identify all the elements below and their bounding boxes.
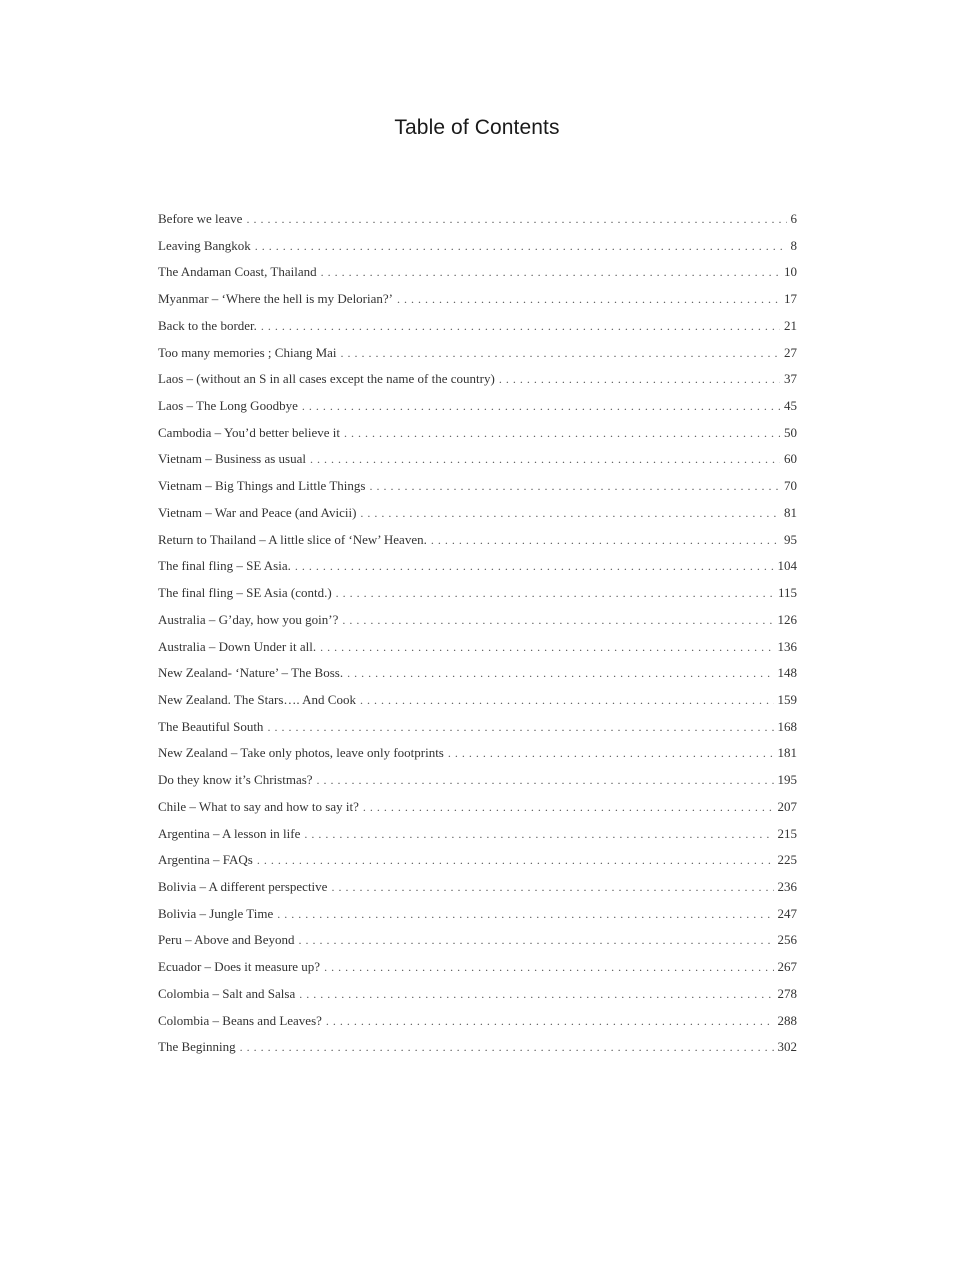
toc-dot-leader bbox=[277, 907, 773, 922]
toc-entry-page-number: 148 bbox=[777, 665, 797, 681]
toc-entry-page-number: 104 bbox=[777, 558, 797, 574]
toc-dot-leader bbox=[360, 693, 774, 708]
toc-entry-page-number: 81 bbox=[784, 504, 797, 520]
toc-dot-leader bbox=[347, 666, 773, 681]
toc-entry-title: The final fling – SE Asia. bbox=[158, 558, 291, 574]
toc-entry-title: Vietnam – War and Peace (and Avicii) bbox=[158, 504, 357, 520]
toc-entry[interactable] bbox=[158, 558, 797, 585]
toc-entry-page-number: 215 bbox=[777, 825, 797, 841]
toc-dot-leader bbox=[342, 613, 773, 628]
toc-dot-leader bbox=[360, 506, 780, 521]
toc-entry[interactable] bbox=[158, 532, 797, 559]
toc-entry-title: New Zealand – Take only photos, leave only footprints bbox=[158, 745, 444, 761]
toc-entry[interactable] bbox=[158, 211, 797, 238]
toc-entry-title: Colombia – Beans and Leaves? bbox=[158, 1012, 322, 1028]
toc-entry[interactable] bbox=[158, 665, 797, 692]
toc-dot-leader bbox=[448, 746, 774, 761]
toc-entry-title: Argentina – FAQs bbox=[158, 852, 253, 868]
toc-entry[interactable] bbox=[158, 318, 797, 345]
toc-entry-page-number: 267 bbox=[777, 959, 797, 975]
toc-entry-page-number: 278 bbox=[777, 985, 797, 1001]
toc-dot-leader bbox=[257, 853, 774, 868]
toc-entry-title: Argentina – A lesson in life bbox=[158, 825, 301, 841]
toc-entry-page-number: 225 bbox=[777, 852, 797, 868]
toc-entry-page-number: 45 bbox=[784, 398, 797, 414]
toc-entry-page-number: 302 bbox=[777, 1039, 797, 1055]
toc-entry-title: Ecuador – Does it measure up? bbox=[158, 959, 321, 975]
toc-entry-page-number: 115 bbox=[777, 585, 797, 601]
toc-entry-title: Bolivia – A different perspective bbox=[158, 878, 328, 894]
toc-entry-title: Laos – The Long Goodbye bbox=[158, 398, 298, 414]
toc-entry-page-number: 168 bbox=[777, 718, 797, 734]
toc-entry-title: Myanmar – ‘Where the hell is my Delorian?’ bbox=[158, 291, 393, 307]
toc-entry-page-number: 159 bbox=[777, 691, 797, 707]
toc-entry[interactable] bbox=[158, 1039, 797, 1066]
toc-entry-title: New Zealand- ‘Nature’ – The Boss. bbox=[158, 665, 344, 681]
toc-dot-leader bbox=[331, 880, 773, 895]
toc-entry-page-number: 27 bbox=[784, 344, 797, 360]
toc-entry[interactable] bbox=[158, 906, 797, 933]
toc-entry-title: Colombia – Salt and Salsa bbox=[158, 985, 296, 1001]
toc-dot-leader bbox=[295, 559, 774, 574]
toc-entry-page-number: 288 bbox=[777, 1012, 797, 1028]
toc-dot-leader bbox=[267, 720, 773, 735]
toc-entry-title: Vietnam – Business as usual bbox=[158, 451, 306, 467]
toc-dot-leader bbox=[299, 987, 773, 1002]
toc-entry-page-number: 8 bbox=[790, 237, 797, 253]
toc-entry[interactable] bbox=[158, 264, 797, 291]
toc-dot-leader bbox=[344, 426, 780, 441]
toc-entry[interactable] bbox=[158, 291, 797, 318]
toc-dot-leader bbox=[336, 586, 774, 601]
toc-dot-leader bbox=[298, 933, 773, 948]
toc-entry-page-number: 10 bbox=[784, 264, 797, 280]
toc-dot-leader bbox=[255, 239, 787, 254]
toc-dot-leader bbox=[240, 1040, 774, 1055]
toc-dot-leader bbox=[321, 265, 780, 280]
toc-dot-leader bbox=[369, 479, 780, 494]
toc-entry-page-number: 17 bbox=[784, 291, 797, 307]
toc-entry[interactable] bbox=[158, 585, 797, 612]
toc-entry-page-number: 181 bbox=[777, 745, 797, 761]
toc-entry[interactable] bbox=[158, 986, 797, 1013]
toc-entry[interactable] bbox=[158, 852, 797, 879]
toc-entry-title: Chile – What to say and how to say it? bbox=[158, 798, 359, 814]
toc-entry-page-number: 207 bbox=[777, 798, 797, 814]
toc-entry-page-number: 126 bbox=[777, 611, 797, 627]
toc-entry[interactable] bbox=[158, 745, 797, 772]
toc-entry[interactable] bbox=[158, 932, 797, 959]
page-title: Table of Contents bbox=[394, 116, 560, 139]
toc-entry-title: Vietnam – Big Things and Little Things bbox=[158, 478, 366, 494]
toc-entry-page-number: 50 bbox=[784, 424, 797, 440]
toc-entry-title: Australia – G’day, how you goin’? bbox=[158, 611, 339, 627]
toc-entry[interactable] bbox=[158, 371, 797, 398]
toc-dot-leader bbox=[302, 399, 780, 414]
toc-entry-title: Bolivia – Jungle Time bbox=[158, 905, 274, 921]
toc-entry-title: Do they know it’s Christmas? bbox=[158, 772, 313, 788]
toc-entry-page-number: 95 bbox=[784, 531, 797, 547]
toc-entry[interactable] bbox=[158, 879, 797, 906]
toc-entry-title: The final fling – SE Asia (contd.) bbox=[158, 585, 332, 601]
table-of-contents bbox=[158, 211, 797, 1066]
toc-entry[interactable] bbox=[158, 425, 797, 452]
toc-entry-title: Leaving Bangkok bbox=[158, 237, 251, 253]
toc-entry[interactable] bbox=[158, 826, 797, 853]
toc-entry-page-number: 136 bbox=[777, 638, 797, 654]
toc-entry-page-number: 195 bbox=[777, 772, 797, 788]
toc-entry-title: Too many memories ; Chiang Mai bbox=[158, 344, 337, 360]
toc-entry-title: Australia – Down Under it all. bbox=[158, 638, 317, 654]
toc-entry-title: The Andaman Coast, Thailand bbox=[158, 264, 317, 280]
toc-entry[interactable] bbox=[158, 612, 797, 639]
toc-dot-leader bbox=[246, 212, 786, 227]
toc-entry-page-number: 6 bbox=[790, 211, 797, 226]
toc-dot-leader bbox=[363, 800, 774, 815]
toc-dot-leader bbox=[499, 372, 780, 387]
toc-entry-page-number: 21 bbox=[784, 317, 797, 333]
toc-entry[interactable] bbox=[158, 345, 797, 372]
toc-entry-title: The Beginning bbox=[158, 1039, 236, 1055]
toc-dot-leader bbox=[326, 1014, 774, 1029]
toc-entry[interactable] bbox=[158, 398, 797, 425]
toc-entry-title: Cambodia – You’d better believe it bbox=[158, 424, 340, 440]
toc-entry-title: Before we leave bbox=[158, 211, 243, 226]
toc-entry-title: Peru – Above and Beyond bbox=[158, 932, 295, 948]
toc-entry-title: Laos – (without an S in all cases except the name of the country) bbox=[158, 371, 495, 387]
toc-entry[interactable] bbox=[158, 772, 797, 799]
toc-entry-page-number: 256 bbox=[777, 932, 797, 948]
toc-entry-page-number: 70 bbox=[784, 478, 797, 494]
toc-dot-leader bbox=[431, 533, 780, 548]
toc-entry[interactable] bbox=[158, 505, 797, 532]
toc-dot-leader bbox=[317, 773, 774, 788]
toc-entry[interactable] bbox=[158, 451, 797, 478]
toc-dot-leader bbox=[320, 640, 773, 655]
toc-entry[interactable] bbox=[158, 959, 797, 986]
toc-entry-title: Back to the border. bbox=[158, 317, 257, 333]
toc-entry-title: The Beautiful South bbox=[158, 718, 264, 734]
toc-entry[interactable] bbox=[158, 478, 797, 505]
toc-dot-leader bbox=[341, 346, 780, 361]
toc-dot-leader bbox=[324, 960, 773, 975]
toc-entry[interactable] bbox=[158, 639, 797, 666]
toc-entry-title: New Zealand. The Stars…. And Cook bbox=[158, 691, 356, 707]
toc-entry[interactable] bbox=[158, 799, 797, 826]
toc-entry-page-number: 236 bbox=[777, 878, 797, 894]
toc-dot-leader bbox=[397, 292, 780, 307]
toc-dot-leader bbox=[304, 827, 773, 842]
toc-entry[interactable] bbox=[158, 719, 797, 746]
toc-entry-page-number: 37 bbox=[784, 371, 797, 387]
toc-entry-page-number: 247 bbox=[777, 905, 797, 921]
toc-entry[interactable] bbox=[158, 1013, 797, 1040]
toc-entry[interactable] bbox=[158, 692, 797, 719]
toc-dot-leader bbox=[261, 319, 780, 334]
toc-entry[interactable] bbox=[158, 238, 797, 265]
toc-entry-page-number: 60 bbox=[784, 451, 797, 467]
toc-entry-title: Return to Thailand – A little slice of ‘New’ Heaven. bbox=[158, 531, 427, 547]
toc-dot-leader bbox=[310, 452, 780, 467]
